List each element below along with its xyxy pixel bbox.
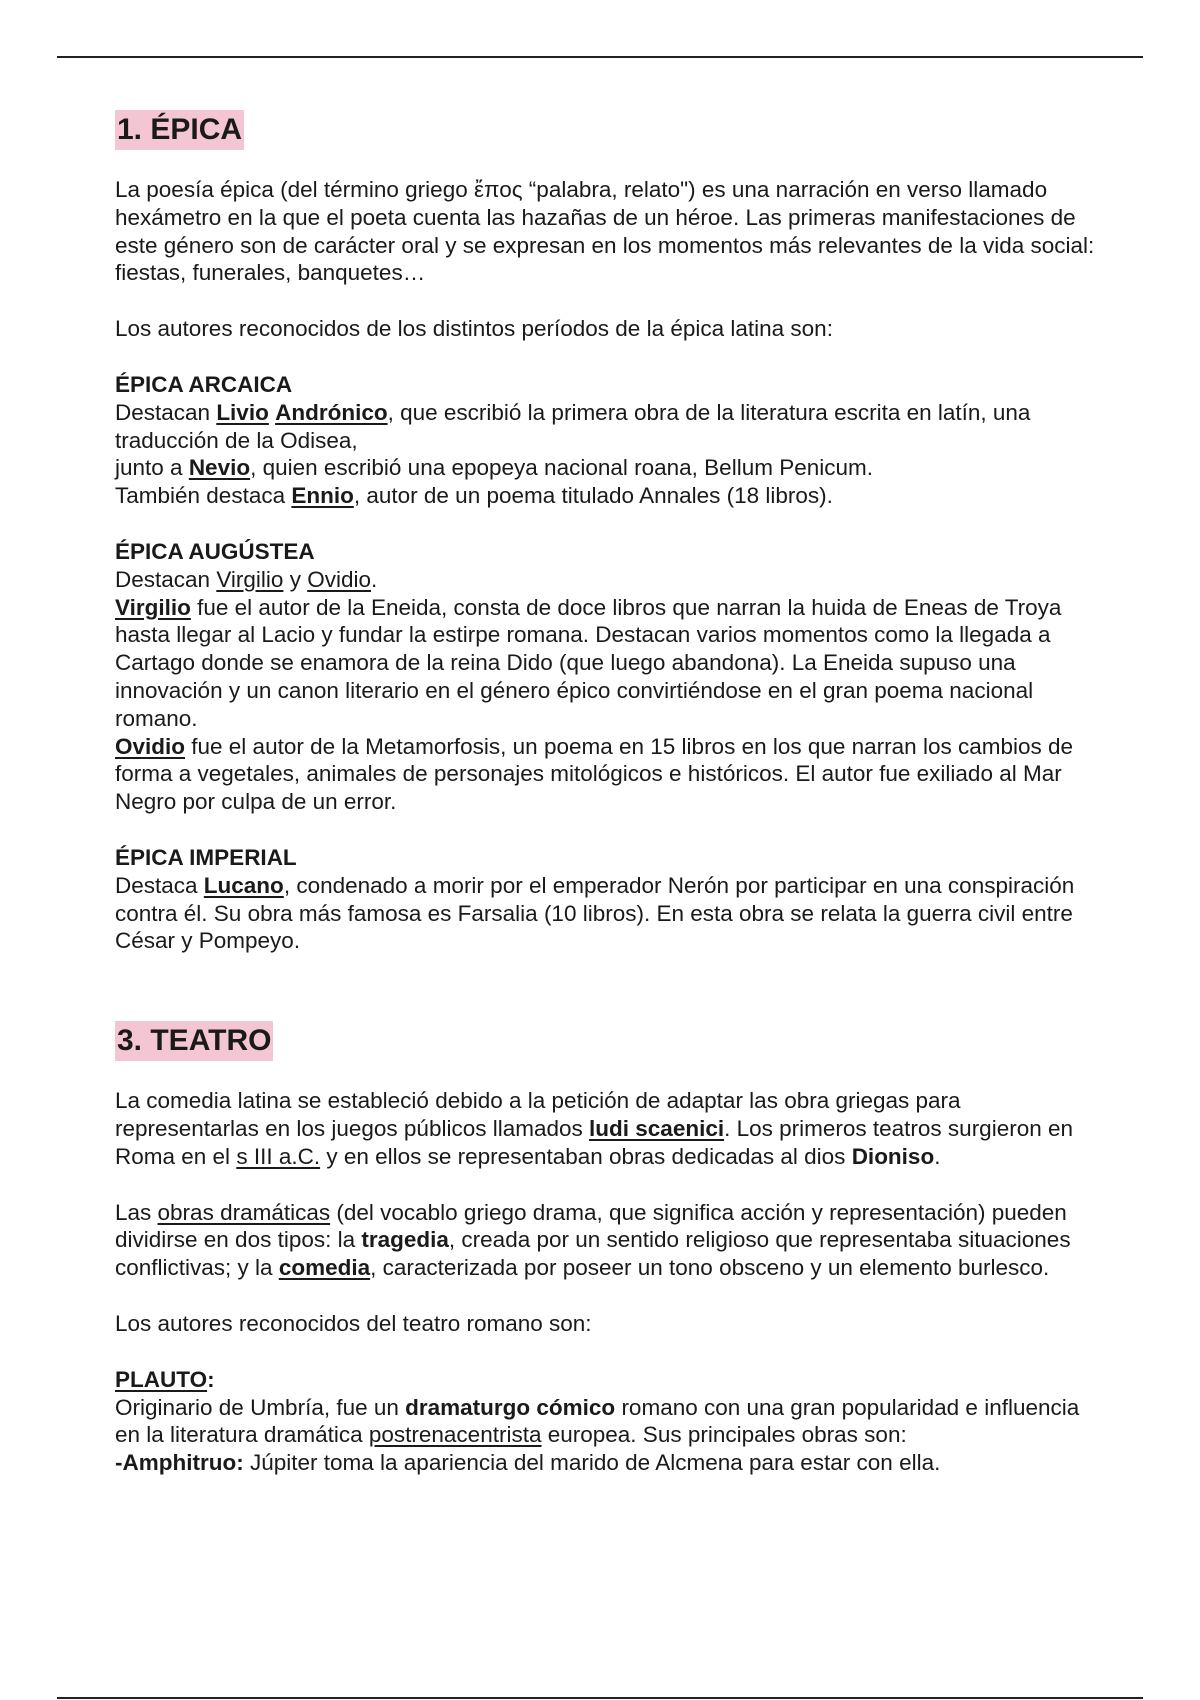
term-obras-dramaticas: obras dramáticas xyxy=(157,1199,331,1225)
teatro-paragraph-2: Las obras dramáticas (del vocablo griego drama, que significa acción y representación) pueden dividirse en dos tipos: la tragedia, creada por un sentido religioso que representaba situaciones conflictivas; y la comedia, caracterizada por poseer un tono obsceno y un elemento burlesco. xyxy=(115,1199,1071,1281)
author-ovidio-mention: Ovidio xyxy=(307,566,371,592)
teatro-paragraph-1: La comedia latina se estableció debido a la petición de adaptar las obra griegas para representarlas en los juegos públicos llamados ludi scaenici. Los primeros teatros surgieron en Roma en el s III a.C. y en ellos se representaban obras dedicadas al dios Dioniso. xyxy=(115,1088,1074,1169)
author-livio: Livio xyxy=(216,399,269,425)
epica-arcaica-block: ÉPICA ARCAICA Destacan Livio Andrónico, que escribió la primera obra de la literatura escrita en latín, una traducción de la Odisea, junto a Nevio, quien escribió una epopeya nacional roana, Bellum Penicum. También destaca Ennio, autor de un poema titulado Annales (18 libros). xyxy=(115,371,1031,509)
top-rule xyxy=(57,56,1143,58)
author-ovidio: Ovidio xyxy=(115,733,186,759)
term-ludi-scaenici: ludi scaenici xyxy=(589,1115,725,1141)
author-virgilio-mention: Virgilio xyxy=(216,566,284,592)
term-postrenacentrista: postrenacentrista xyxy=(368,1422,542,1448)
author-nevio: Nevio xyxy=(188,455,251,481)
teatro-authors-intro: Los autores reconocidos del teatro romano son: xyxy=(115,1310,592,1336)
section-title-teatro: 3. TEATRO xyxy=(115,1021,273,1061)
section-title-epica: 1. ÉPICA xyxy=(115,110,244,150)
author-ennio: Ennio xyxy=(291,483,354,509)
plauto-block: PLAUTO: Originario de Umbría, fue un dramaturgo cómico romano con una gran popularidad e influencia en la literatura dramática postrenacentrista europea. Sus principales obras son: -Amphitruo: Júpiter toma la apariencia del marido de Alcmena para estar con ella. xyxy=(115,1366,1080,1476)
epica-augustea-heading: ÉPICA AUGÚSTEA xyxy=(115,538,315,564)
epica-intro-paragraph: La poesía épica (del término griego ἔπος “palabra, relato") es una narración en verso llamado hexámetro en la que el poeta cuenta las hazañas de un héroe. Las primeras manifestaciones de este género son de carácter oral y se expresan en los momentos más relevantes de la vida social: fiestas, funerales, banquetes… xyxy=(115,177,1095,286)
epica-augustea-block: ÉPICA AUGÚSTEA Destacan Virgilio y Ovidio. Virgilio fue el autor de la Eneida, consta de doce libros que narran la huida de Eneas de Troya hasta llegar al Lacio y fundar la estirpe romana. Destacan varios momentos como la llegada a Cartago donde se enamora de la reina Dido (que luego abandona). La Eneida supuso una innovación y un canon literario en el género épico convirtiéndose en el gran poema nacional romano. Ovidio fue el autor de la Metamorfosis, un poema en 15 libros en los que narran los cambios de forma a vegetales, animales de personajes mitológicos e históricos. El autor fue exiliado al Mar Negro por culpa de un error. xyxy=(115,538,1074,815)
author-virgilio: Virgilio xyxy=(115,594,191,620)
term-dioniso: Dioniso xyxy=(851,1143,935,1169)
term-tragedia: tragedia xyxy=(361,1227,449,1253)
author-lucano: Lucano xyxy=(203,872,284,898)
bottom-rule xyxy=(57,1697,1143,1699)
work-amphitruo-label: -Amphitruo: xyxy=(115,1450,244,1476)
term-comedia: comedia xyxy=(278,1255,371,1281)
author-andronico: Andrónico xyxy=(275,399,388,425)
term-dramaturgo-comico: dramaturgo cómico xyxy=(405,1394,616,1420)
term-siglo: s III a.C. xyxy=(236,1143,321,1169)
document-body xyxy=(115,110,1105,1477)
epica-imperial-block: ÉPICA IMPERIAL Destaca Lucano, condenado a morir por el emperador Nerón por participar en una conspiración contra él. Su obra más famosa es Farsalia (10 libros). En esta obra se relata la guerra civil entre César y Pompeyo. xyxy=(115,844,1075,954)
plauto-heading: PLAUTO xyxy=(115,1366,208,1392)
epica-imperial-heading: ÉPICA IMPERIAL xyxy=(115,844,297,870)
epica-authors-intro: Los autores reconocidos de los distintos períodos de la épica latina son: xyxy=(115,316,833,342)
epica-arcaica-heading: ÉPICA ARCAICA xyxy=(115,371,293,397)
